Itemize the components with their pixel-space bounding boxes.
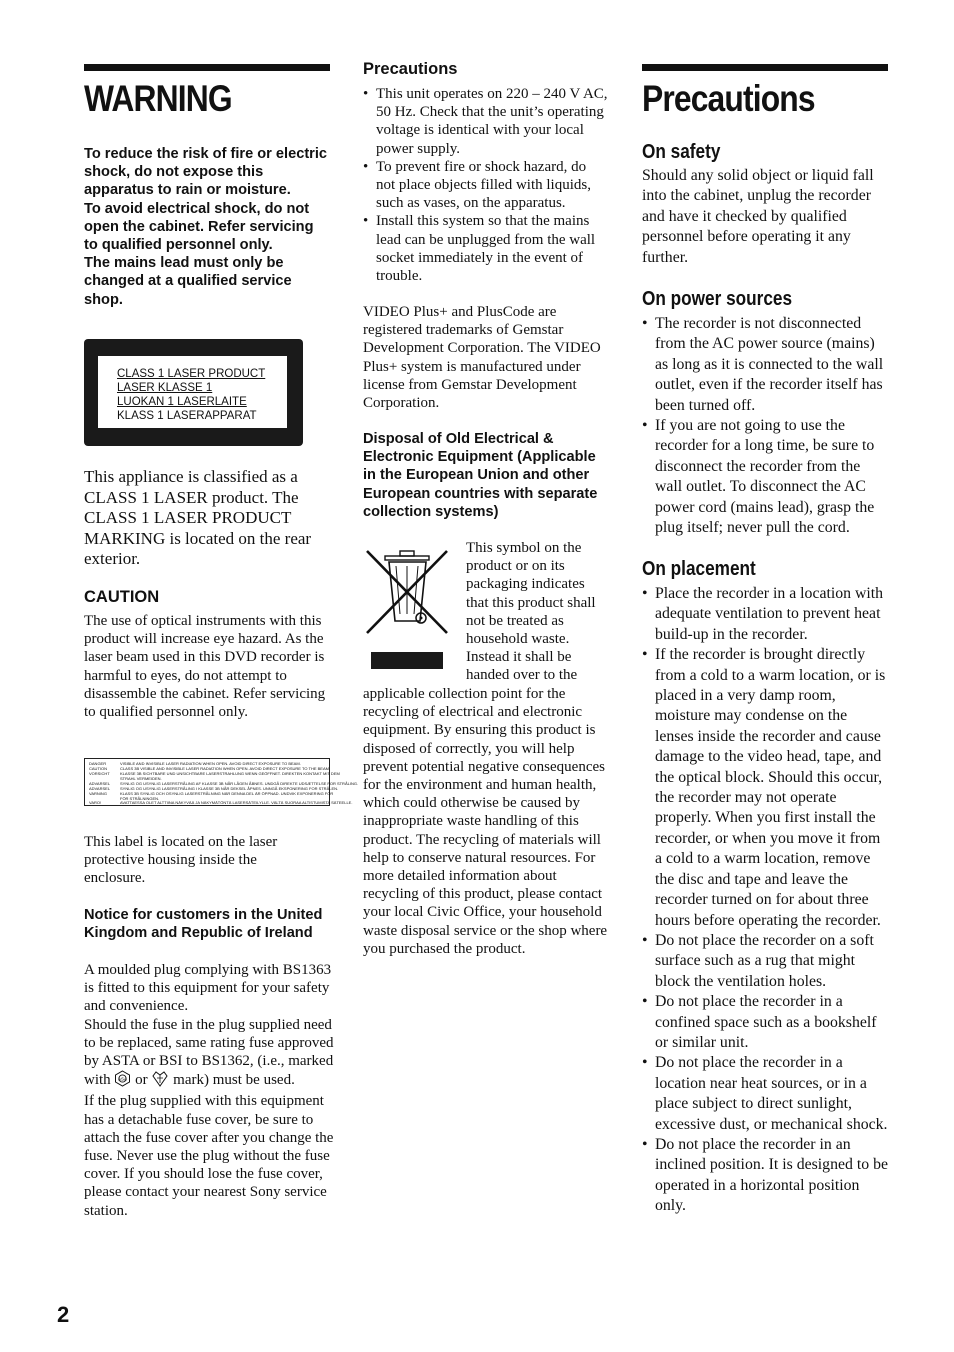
- on-power-sources-heading: On power sources: [642, 288, 793, 310]
- precautions-top-rule: [642, 64, 888, 71]
- laser-class-label-inner: [98, 356, 287, 428]
- on-power-sources-list: [642, 314, 888, 538]
- on-placement-heading: On placement: [642, 558, 756, 580]
- on-safety-text: Should any solid object or liquid fall into the cabinet, unplug the recorder and have it checked by qualified personnel before operating it any further.: [642, 167, 874, 266]
- class-1-paragraph: This appliance is classified as a CLASS 1 LASER product. The CLASS 1 LASER PRODUCT MARKING is located on the rear exterior.: [84, 467, 312, 568]
- disposal-continued-text: applicable collection point for the recycling of electrical and electronic equipment. By ensuring this product is disposed of correctly, you will help prevent potential negative consequences for the environment and human health, which could otherwise be caused by inappropriate waste handling of this product. The recycling of materials will help to conserve natural resources. For more detailed information about recycling of this product, please contact your local Civic Office, your household waste disposal service or the shop where you purchased the product.: [363, 686, 608, 957]
- warning-paragraph-2: To avoid electrical shock, do not open the cabinet. Refer servicing to qualified personnel only.: [84, 200, 314, 254]
- caution-label-text: KLASSE 3B SICHTBARE UND UNSICHTBARE LASERSTRAHLUNG WENN GEÖFFNET. DIREKTEN KONTAKT MIT DEM: [120, 771, 340, 776]
- caution-label-text: VISIBLE AND INVISIBLE LASER RADIATION WHEN OPEN. AVOID DIRECT EXPOSURE TO BEAM.: [120, 761, 301, 766]
- laser-label-line: CLASS 1 LASER PRODUCT: [117, 368, 266, 380]
- power-source-item: • If you are not going to use the recorder for a long time, be sure to disconnect the recorder from the wall outlet. To disconnect the AC power cord (mains lead), grasp the plug itself; never pull the cord.: [642, 416, 888, 538]
- caution-heading: CAUTION: [84, 588, 160, 606]
- precautions-short-list: [363, 85, 609, 285]
- placement-item: • Do not place the recorder in an inclined position. It is designed to be operated in a horizontal position only.: [642, 1135, 888, 1217]
- video-plus-trademark-text: VIDEO Plus+ and PlusCode are registered trademarks of Gemstar Development Corporation. The VIDEO Plus+ system is manufactured under license from Gemstar Development Corporation.: [363, 304, 601, 412]
- caution-label-text: FÖR STRÅLNINGEN.: [120, 796, 160, 801]
- caution-label-text: AVATTAESSA OLET ALTTIINA NÄKYVÄÄ JA NÄKYMÄTÖNTÄ LASERSÄTEILYLLE. VÄLTÄ SUORAA ALTISTUMISTA SÄTEELLE.: [120, 800, 353, 805]
- label-location-text: This label is located on the laser protective housing inside the enclosure.: [84, 834, 278, 887]
- laser-label-line: LUOKAN 1 LASERLAITE: [117, 396, 247, 408]
- notice-paragraph-3: If the plug supplied with this equipment has a detachable fuse cover, be sure to attach the fuse cover after you change the fuse. Never use the plug without the fuse cover. If you should lose the fuse cover, please contact your nearest Sony service station.: [84, 1093, 334, 1219]
- warning-title: WARNING: [84, 78, 232, 119]
- notice-paragraph-2-or: or: [135, 1072, 148, 1089]
- on-placement-list: [642, 584, 888, 1217]
- notice-heading: Notice for customers in the United Kingdom and Republic of Ireland: [84, 907, 323, 942]
- placement-item: • Do not place the recorder in a confined space such as a bookshelf or similar unit.: [642, 992, 888, 1053]
- caution-label-lang: ADVARSEL: [89, 781, 111, 786]
- warning-bold-block: [84, 145, 330, 309]
- laser-class-label: [84, 339, 303, 446]
- page-number: 2: [57, 1302, 70, 1327]
- weee-crossed-bin-icon: [363, 541, 453, 671]
- asta-mark-icon: [114, 1070, 131, 1092]
- disposal-beside-icon-text: This symbol on the product or on its packaging indicates that this product shall not be treated as household waste. Instead it shall be handed over to the: [466, 540, 596, 684]
- svg-text:ASA: ASA: [118, 1076, 128, 1082]
- warning-paragraph-3: The mains lead must only be changed at a qualified service shop.: [84, 255, 292, 308]
- placement-item: • Place the recorder in a location with adequate ventilation to prevent heat build-up in the recorder.: [642, 584, 888, 645]
- precautions-short-heading: Precautions: [363, 60, 458, 78]
- precautions-short-item: • This unit operates on 220 – 240 V AC, 50 Hz. Check that the unit’s operating voltage is identical with your local power supply.: [363, 85, 609, 158]
- caution-laser-warning-label: [84, 758, 359, 806]
- notice-paragraph-2-after: mark) must be used.: [173, 1072, 295, 1089]
- precautions-title: Precautions: [642, 78, 815, 119]
- on-safety-heading: On safety: [642, 141, 721, 163]
- notice-paragraph-2: [84, 1016, 334, 1093]
- caution-text: The use of optical instruments with this product will increase eye hazard. As the laser beam used in this DVD recorder is harmful to eyes, do not attempt to disassemble the cabinet. Refer servicing to qualified personnel only.: [84, 613, 326, 721]
- laser-label-line: LASER KLASSE 1: [117, 382, 213, 394]
- warning-top-rule: [84, 64, 330, 71]
- caution-label-lang: VORSICHT: [89, 771, 110, 776]
- caution-label-text: SYNLIG OG USYNLIG LASERSTRÅLING I KLASSE 3B NÅR DEKSEL ÅPNES. UNNGÅ EKSPONERING FOR STRÅLEN.: [120, 786, 339, 791]
- caution-label-lang: ADVARSEL: [89, 786, 111, 791]
- precautions-short-item: • Install this system so that the mains lead can be unplugged from the wall socket immediately in the event of trouble.: [363, 212, 609, 285]
- bsi-kitemark-icon: [151, 1070, 169, 1092]
- placement-item: • If the recorder is brought directly from a cold to a warm location, or is placed in a very damp room, moisture may condense on the lenses inside the recorder and cause damage to the video head, tape, and the optical block. Should this occur, the recorder may not operate properly. When you first install the recorder, or when you move it from a cold to a warm location, remove the disc and tape and leave the recorder turned on for about three hours before operating the recorder.: [642, 645, 888, 931]
- caution-label-text: KLASS 3B SYNLIG OCH OSYNLIG LASERSTRÅLNING NÄR DENNA DEL ÄR ÖPPNAD. UNDVIK EXPONERING FÖR: [120, 791, 334, 796]
- caution-label-text: STRAHL VERMEIDEN.: [120, 776, 162, 781]
- laser-label-line: KLASS 1 LASERAPPARAT: [117, 410, 257, 422]
- notice-paragraph-2-before: Should the fuse in the plug supplied need to be replaced, same rating fuse approved by ASTA or BSI to BS1362, (i.e., marked with: [84, 1016, 334, 1089]
- power-source-item: • The recorder is not disconnected from the AC power source (mains) as long as it is connected to the wall outlet, even if the recorder itself has been turned off.: [642, 314, 888, 416]
- caution-label-lang: DANGER: [89, 761, 107, 766]
- caution-label-text: CLASS 3B VISIBLE AND INVISIBLE LASER RADIATION WHEN OPEN. AVOID DIRECT EXPOSURE TO THE BEAM.: [120, 766, 331, 771]
- warning-paragraph-1: To reduce the risk of fire or electric shock, do not expose this apparatus to rain or moisture.: [84, 146, 328, 199]
- notice-body: [84, 961, 334, 1220]
- disposal-heading: Disposal of Old Electrical & Electronic Equipment (Applicable in the European Union and other European countries with separate collection systems): [363, 431, 598, 520]
- placement-item: • Do not place the recorder in a location near heat sources, or in a place subject to direct sunlight, excessive dust, or mechanical shock.: [642, 1053, 888, 1135]
- caution-label-text: SYNLIG OG USYNLIG LASERSTRÅLING AF KLASSE 3B NÅR LÅGEN ÅBNES. UNDGÅ DIREKTE UDSÆTTELSE FOR STRÅLING.: [120, 781, 359, 786]
- placement-item: • Do not place the recorder on a soft surface such as a rug that might block the ventilation holes.: [642, 931, 888, 992]
- caution-label-lang: CAUTION: [89, 766, 107, 771]
- precautions-short-item: • To prevent fire or shock hazard, do not place objects filled with liquids, such as vases, on the apparatus.: [363, 158, 609, 213]
- notice-paragraph-1: A moulded plug complying with BS1363 is fitted to this equipment for your safety and convenience.: [84, 962, 332, 1015]
- caution-label-lang: VARO!: [89, 800, 102, 805]
- caution-label-lang: VARNING: [89, 791, 107, 796]
